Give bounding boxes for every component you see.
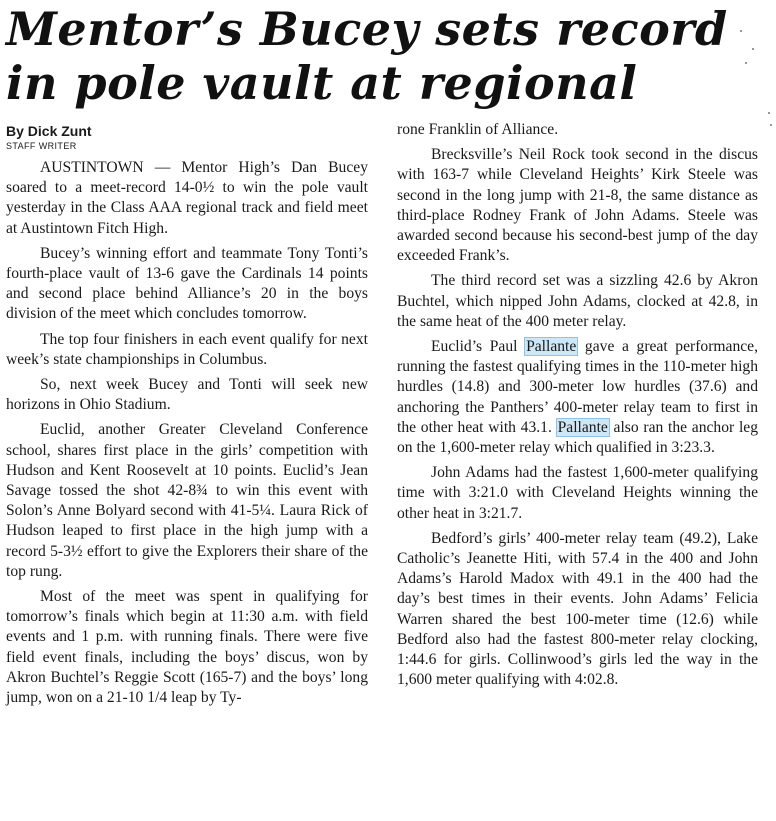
print-speck [752, 48, 754, 50]
highlighted-name: Pallante [557, 418, 608, 436]
headline-line-2: in pole vault at regional [6, 56, 638, 110]
headline [6, 2, 768, 110]
print-speck [740, 30, 742, 32]
paragraph-pallante [397, 337, 758, 458]
paragraph-continuation: rone Franklin of Alliance. [397, 121, 559, 138]
headline-line-1: Mentor’s Bucey sets record [6, 2, 728, 56]
text-run: gave a great performance, running the fastest qualifying times in the 110-meter high hurdles (14.8) and 300-meter low hurdles (37.6) and anchoring the Panthers’ 400-meter relay team to first in the other heat with 43.1. [397, 338, 758, 436]
paragraph: So, next week Bucey and Tonti will seek new horizons in Ohio Stadium. [6, 376, 368, 414]
left-column [6, 118, 368, 713]
paragraph: The top four finishers in each event qualify for next week’s state championships in Columbus. [6, 330, 368, 368]
paragraph: Brecksville’s Neil Rock took second in the discus with 163-7 while Cleveland Heights’ Kirk Steele was second in the long jump with 21-8, the same distance as third-place Rodney Frank of John Adams. Steele was awarded second because his second-best jump of the day exceeded Frank’s. [397, 146, 758, 265]
right-column [397, 120, 758, 695]
paragraph: John Adams had the fastest 1,600-meter qualifying time with 3:21.0 with Cleveland Heights winning the other heat in 3:21.7. [397, 464, 758, 522]
paragraph: Bedford’s girls’ 400-meter relay team (49.2), Lake Catholic’s Jeanette Hiti, with 57.4 in the 400 and John Adams’s Harold Madox with 49.1 in the 400 had the day’s best times in their events. John Adams’ Felicia Warren shared the best 100-meter time (12.6) while Bedford also had the fastest 800-meter relay clocking, 1:44.6 for girls. Collinwood’s girls led the way in the 1,600 meter qualifying with 4:02.8. [397, 529, 758, 689]
text-run: also ran the anchor leg on the 1,600-meter relay which qualified in 3:23.3. [397, 418, 758, 457]
staff-credit: STAFF WRITER [6, 141, 77, 151]
highlighted-name: Pallante [526, 338, 577, 356]
print-speck [745, 62, 747, 64]
paragraph: Most of the meet was spent in qualifying for tomorrow’s finals which begin at 11:30 a.m. with field events and 1 p.m. with running finals. There were five field event finals, including the boys’ discus, won by Akron Buchtel’s Reggie Scott (165-7) and the boys’ long jump, won on a 21-10 1/4 leap by Ty- [6, 588, 368, 707]
paragraph: Euclid, another Greater Cleveland Conference school, shares first place in the girls’ competition with Hudson and Kent Roosevelt at 10 points. Euclid’s Jean Savage tossed the shot 42-8¾ to win this event with Solon’s Anne Bolyard second with 41-5¼. Laura Rick of Hudson leaped to first place in the high jump with a record 5-3½ effort to give the Explorers their share of the top rung. [6, 421, 368, 580]
paragraph: Bucey’s winning effort and teammate Tony Tonti’s fourth-place vault of 13-6 gave the Cardinals 14 points and second place behind Alliance’s 20 in the boys division of the meet which concludes tomorrow. [6, 244, 368, 323]
text-run: Euclid’s Paul [431, 338, 526, 356]
print-speck [770, 124, 772, 126]
print-speck [768, 112, 770, 114]
byline: By Dick Zunt [6, 123, 92, 139]
paragraph: AUSTINTOWN — Mentor High’s Dan Bucey soared to a meet-record 14-0½ to win the pole vault yesterday in the Class AAA regional track and field meet at Austintown Fitch High. [6, 159, 368, 237]
paragraph: The third record set was a sizzling 42.6 by Akron Buchtel, which nipped John Adams, clocked at 42.8, in the same heat of the 400 meter relay. [397, 272, 758, 330]
